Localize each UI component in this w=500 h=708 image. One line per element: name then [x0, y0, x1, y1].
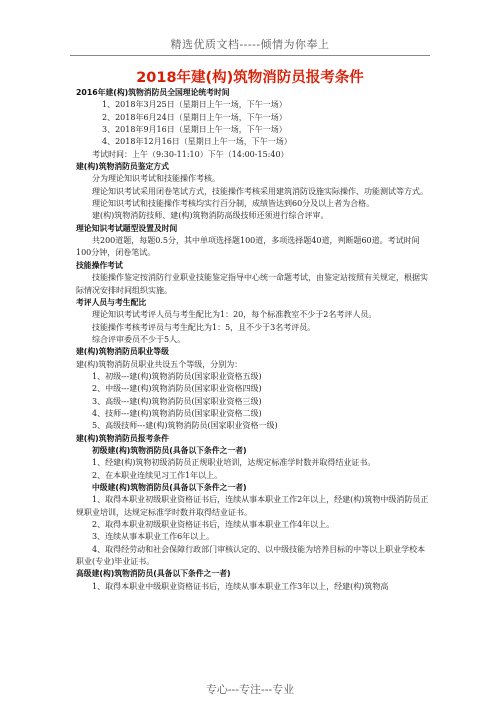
paragraph: 建(构)筑物消防员职业共设五个等级，分别为： — [76, 359, 243, 369]
section-heading: 高级建(构)筑物消防员(具备以下条件之一者) — [76, 569, 231, 579]
section-heading: 建(构)筑物消防员报考条件 — [76, 433, 169, 443]
section-heading: 中级建(构)筑物消防员(具备以下条件之一者) — [92, 483, 247, 492]
paragraph: 理论知识考试考评人员与考生配比为1：20，每个标准教室不少于2名考评人员。 — [92, 310, 377, 320]
section-heading: 建(构)筑物消防员职业等级 — [76, 347, 169, 357]
document-title: 2018年建(构)筑物消防员报考条件 — [136, 70, 364, 86]
paragraph: 综合评审委员不少于5人。 — [92, 334, 186, 344]
paragraph: 技能操作鉴定按消防行业职业技能鉴定指导中心统一命题考试，由鉴定站按照有关规定，根据实际情况安排时间组织实施。 — [76, 273, 428, 295]
page-footer: 专心---专注---专业 — [205, 683, 295, 696]
paragraph: 1、2018年3月25日（星期日上午一场，下午一场） — [102, 100, 287, 110]
paragraph: 2、取得本职业初级职业资格证书后，连续从事本职业工作4年以上。 — [92, 520, 335, 530]
paragraph: 1、取得本职业中级职业资格证书后，连续从事本职业工作3年以上，经建(构)筑物高 — [92, 581, 389, 591]
paragraph: 3、连续从事本职业工作6年以上。 — [92, 532, 215, 542]
paragraph: 5、高级技师---建(构)筑物消防员(国家职业资格一级) — [92, 421, 278, 431]
paragraph: 建(构)筑物消防技师、建(构)筑物消防高级技师还须进行综合评审。 — [92, 211, 329, 221]
section-heading: 初级建(构)筑物消防员(具备以下条件之一者) — [92, 445, 247, 455]
paragraph: 3、高级---建(构)筑物消防员(国家职业资格三级) — [92, 396, 262, 406]
paragraph: 3、2018年9月16日（星期日上午一场，下午一场） — [102, 125, 287, 135]
section-heading: 理论知识考试题型设置及时间 — [76, 223, 178, 233]
paragraph: 4、技师---建(构)筑物消防员(国家职业资格二级) — [92, 408, 262, 418]
paragraph: 2、在本职业连续见习工作1年以上。 — [92, 470, 223, 480]
header-rule — [70, 55, 430, 56]
paragraph: 2、中级---建(构)筑物消防员(国家职业资格四级) — [92, 384, 262, 394]
paragraph: 1、初级---建(构)筑物消防员(国家职业资格五级) — [92, 371, 262, 381]
section-heading: 技能操作考试 — [76, 260, 123, 270]
page-header: 精选优质文档-----倾情为你奉上 — [170, 38, 330, 51]
paragraph: 理论知识考试和技能操作考核均实行百分制，成绩皆达到60分及以上者为合格。 — [92, 199, 375, 209]
paragraph: 分为理论知识考试和技能操作考核。 — [92, 174, 220, 184]
section-heading: 考评人员与考生配比 — [76, 297, 147, 307]
paragraph: 共200道题，每题0.5分，其中单项选择题100道，多项选择题40道，判断题60道。考试时间100分钟，闭卷笔试。 — [76, 236, 420, 258]
paragraph: 2、2018年6月24日（星期日上午一场，下午一场） — [102, 112, 287, 122]
paragraph: 考试时间：上午（9:30-11:10）下午（14:00-15:40） — [92, 149, 289, 159]
paragraph: 技能操作考核考评员与考生配比为1：5，且不少于3名考评员。 — [92, 322, 316, 332]
paragraph: 理论知识考试采用闭卷笔试方式，技能操作考核采用建筑消防设施实际操作、功能测试等方式。 — [92, 186, 428, 196]
paragraph: 4、取得经劳动和社会保障行政部门审核认定的、以中级技能为培养目标的中等以上职业学校本职业(专业)毕业证书。 — [76, 544, 426, 567]
paragraph: 1、经建(构)筑物初级消防员正规职业培训，达规定标准学时数并取得结业证书。 — [92, 458, 376, 468]
section-heading: 建(构)筑物消防员鉴定方式 — [76, 162, 169, 172]
document-body — [76, 87, 430, 593]
section-heading: 2016年建(构)筑物消防员全国理论统考时间 — [76, 88, 230, 97]
paragraph: 1、取得本职业初级职业资格证书后，连续从事本职业工作2年以上，经建(构)筑物中级消防员正规职业培训，达规定标准学时数并取得结业证书。 — [76, 495, 429, 517]
paragraph: 4、2018年12月16日（星期日上午一场，下午一场） — [102, 137, 292, 147]
